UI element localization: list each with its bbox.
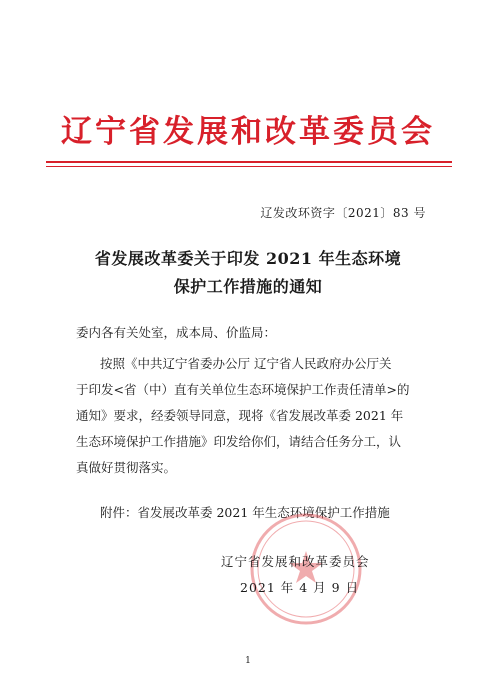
body-line: 于印发<省（中）直有关单位生态环境保护工作责任清单>的 bbox=[76, 382, 410, 397]
signature-date: 2021 年 4 月 9 日 bbox=[240, 580, 360, 595]
attachment-line: 附件：省发展改革委 2021 年生态环境保护工作措施 bbox=[100, 505, 390, 520]
document-title-line-2: 保护工作措施的通知 bbox=[173, 277, 323, 296]
body-line: 生态环境保护工作措施》印发给你们，请结合任务分工，认 bbox=[76, 434, 402, 449]
issuer-header: 辽宁省发展和改革委员会 bbox=[61, 114, 435, 150]
page-number: 1 bbox=[245, 656, 251, 666]
body-line: 真做好贯彻落实。 bbox=[76, 460, 177, 475]
body-line: 按照《中共辽宁省委办公厅 辽宁省人民政府办公厅关 bbox=[100, 356, 392, 371]
document-title-line-1: 省发展改革委关于印发 2021 年生态环境 bbox=[94, 249, 402, 268]
header-rule-thick bbox=[46, 161, 452, 163]
signature-organization: 辽宁省发展和改革委员会 bbox=[221, 554, 370, 569]
body-text bbox=[76, 351, 426, 481]
recipients: 委内各有关处室，成本局、价监局： bbox=[76, 325, 277, 340]
header-rule-thin bbox=[46, 166, 452, 167]
body-line: 通知》要求，经委领导同意，现将《省发展改革委 2021 年 bbox=[76, 408, 404, 423]
document-number: 辽发改环资字〔2021〕83 号 bbox=[260, 206, 426, 220]
